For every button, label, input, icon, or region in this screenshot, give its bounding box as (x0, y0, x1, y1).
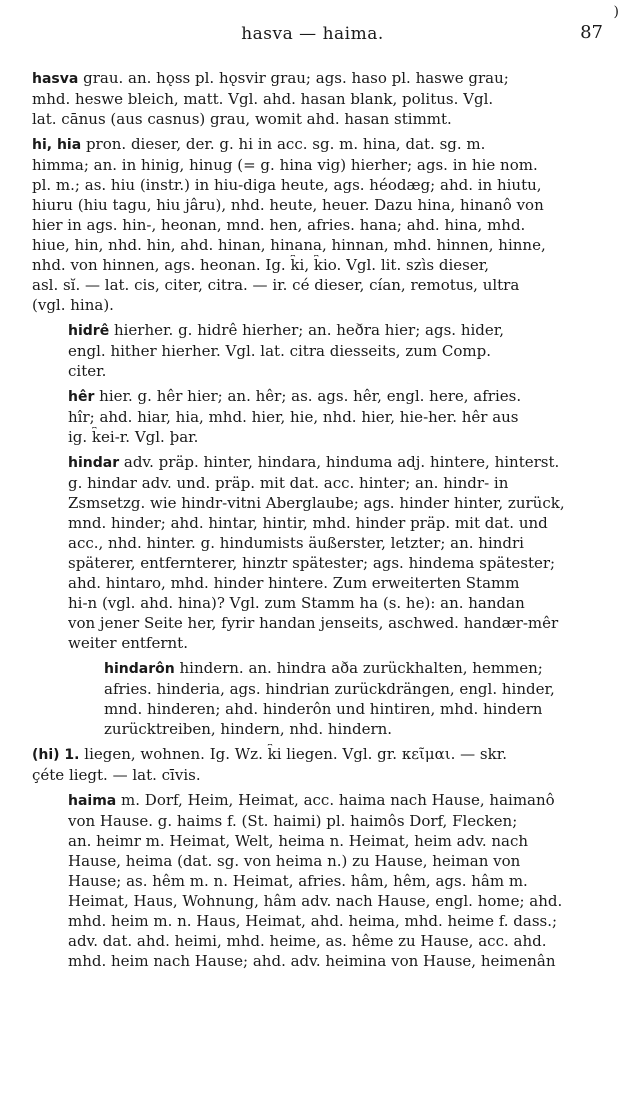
entry-line (68, 633, 610, 653)
entry-text: mnd. hinderen; ahd. hinderôn und hintiren, mhd. hindern (104, 700, 543, 718)
entry-text: hier. g. hêr hier; an. hêr; as. ags. hêr, engl. here, afries. (99, 387, 522, 405)
entry-text: hiuru (hiu tagu, hiu jâru), nhd. heute, heuer. Dazu hina, hinanô von (32, 196, 544, 214)
entry-line (32, 155, 610, 175)
entry-text: Heimat, Haus, Wohnung, hâm adv. nach Hause, engl. home; ahd. (68, 892, 563, 910)
entry-text: asl. sĭ. — lat. cis, citer, citra. — ir. cé dieser, cían, remotus, ultra (32, 276, 520, 294)
entry-text: hi-n (vgl. ahd. hina)? Vgl. zum Stamm ha (s. he): an. handan (68, 594, 525, 612)
entry-headword: hêr (68, 389, 95, 405)
page-number: 87 (580, 22, 603, 43)
dictionary-entry (32, 68, 610, 129)
entry-line (68, 831, 610, 851)
entry-line (104, 679, 610, 699)
entry-line (68, 851, 610, 871)
entry-text: (vgl. hina). (32, 296, 114, 314)
entry-headword: hindarôn (104, 661, 175, 677)
entry-text: acc., nhd. hinter. g. hindumists äußerster, letzter; an. hindri (68, 534, 524, 552)
entry-text: citer. (68, 362, 107, 380)
entry-text: hiue, hin, nhd. hin, ahd. hinan, hinana, hinnan, mhd. hinnen, hinne, (32, 236, 546, 254)
entry-text: çéte liegt. — lat. cīvis. (32, 766, 201, 784)
entry-line (68, 473, 610, 493)
entry-line (68, 811, 610, 831)
entry-text: adv. präp. hinter, hindara, hinduma adj. hintere, hinterst. (123, 453, 560, 471)
entry-line (32, 134, 610, 155)
entry-line (32, 175, 610, 195)
entry-line (68, 320, 610, 341)
dictionary-entry (68, 452, 610, 653)
entry-text: mhd. heswe bleich, matt. Vgl. ahd. hasan blank, politus. Vgl. (32, 90, 494, 108)
entry-text: von Hause. g. haims f. (St. haimi) pl. haimôs Dorf, Flecken; (68, 812, 518, 830)
entry-headword: hi, hia (32, 137, 82, 153)
entry-line (104, 699, 610, 719)
entry-text: mhd. heim m. n. Haus, Heimat, ahd. heima, mhd. heime f. dass.; (68, 912, 558, 930)
entry-line (104, 658, 610, 679)
dictionary-entry (68, 386, 610, 447)
entry-line (68, 573, 610, 593)
entry-text: liegen, wohnen. Ig. Wz. k̑i liegen. Vgl. gr. κεῖμαι. — skr. (84, 745, 508, 763)
entry-text: ahd. hintaro, mhd. hinder hintere. Zum erweiterten Stamm (68, 574, 520, 592)
entry-line (68, 493, 610, 513)
entry-text: pl. m.; as. hiu (instr.) in hiu-diga heute, ags. héodæg; ahd. in hiutu, (32, 176, 542, 194)
running-head-title: hasva — haima. (241, 24, 384, 44)
entry-text: zurücktreiben, hindern, nhd. hindern. (104, 720, 393, 738)
entry-line (32, 255, 610, 275)
entry-line (68, 593, 610, 613)
dictionary-entry (32, 134, 610, 315)
entry-text: himma; an. in hinig, hinug (= g. hina vig) hierher; ags. in hie nom. (32, 156, 538, 174)
entry-headword: hidrê (68, 323, 110, 339)
dictionary-entry (104, 658, 610, 739)
entry-line (68, 790, 610, 811)
entry-text: Hause, heima (dat. sg. von heima n.) zu Hause, heiman von (68, 852, 521, 870)
entry-line (32, 215, 610, 235)
entry-headword: (hi) 1. (32, 747, 80, 763)
entry-line (68, 891, 610, 911)
entry-text: lat. cānus (aus casnus) grau, womit ahd. hasan stimmt. (32, 110, 452, 128)
entry-line (32, 765, 610, 785)
entry-line (32, 275, 610, 295)
entry-text: an. heimr m. Heimat, Welt, heima n. Heimat, heim adv. nach (68, 832, 529, 850)
entry-text: adv. dat. ahd. heimi, mhd. heime, as. hême zu Hause, acc. ahd. (68, 932, 547, 950)
entry-line (68, 513, 610, 533)
entry-line (32, 235, 610, 255)
entry-text: mhd. heim nach Hause; ahd. adv. heimina von Hause, heimenân (68, 952, 556, 970)
entry-text: hîr; ahd. hiar, hia, mhd. hier, hie, nhd. hier, hie-her. hêr aus (68, 408, 519, 426)
entry-line (68, 341, 610, 361)
entry-text: späterer, entfernterer, hinztr spätester; ags. hindema spätester; (68, 554, 556, 572)
dictionary-body (32, 68, 610, 976)
entry-line (32, 195, 610, 215)
entry-text: g. hindar adv. und. präp. mit dat. acc. hinter; an. hindr- in (68, 474, 509, 492)
entry-text: weiter entfernt. (68, 634, 188, 652)
entry-line (68, 951, 610, 971)
entry-headword: haima (68, 793, 117, 809)
entry-line (32, 295, 610, 315)
entry-line (68, 553, 610, 573)
dictionary-entry (68, 790, 610, 971)
entry-line (32, 109, 610, 129)
entry-text: hindern. an. hindra aða zurückhalten, hemmen; (179, 659, 543, 677)
entry-headword: hasva (32, 71, 79, 87)
entry-text: Zsmsetzg. wie hindr-vitni Aberglaube; ags. hinder hinter, zurück, (68, 494, 565, 512)
entry-line (68, 613, 610, 633)
entry-text: Hause; as. hêm m. n. Heimat, afries. hâm, hêm, ags. hâm m. (68, 872, 528, 890)
dictionary-entry (68, 320, 610, 381)
entry-line (68, 386, 610, 407)
entry-text: grau. an. hǫss pl. hǫsvir grau; ags. haso pl. haswe grau; (83, 69, 509, 87)
entry-text: m. Dorf, Heim, Heimat, acc. haima nach Hause, haimanô (121, 791, 555, 809)
entry-line (32, 89, 610, 109)
entry-line (68, 871, 610, 891)
entry-line (68, 533, 610, 553)
entry-line (104, 719, 610, 739)
entry-line (68, 452, 610, 473)
page-header (0, 4, 625, 48)
entry-text: mnd. hinder; ahd. hintar, hintir, mhd. hinder präp. mit dat. und (68, 514, 548, 532)
entry-line (68, 407, 610, 427)
entry-text: hier in ags. hin-, heonan, mnd. hen, afries. hana; ahd. hina, mhd. (32, 216, 526, 234)
dictionary-entry (32, 744, 610, 785)
entry-text: nhd. von hinnen, ags. heonan. Ig. k̑i, k̑io. Vgl. lit. szìs dieser, (32, 256, 490, 274)
entry-text: afries. hinderia, ags. hindrian zurückdrängen, engl. hinder, (104, 680, 555, 698)
entry-line (68, 427, 610, 447)
entry-line (68, 361, 610, 381)
entry-line (68, 911, 610, 931)
entry-line (32, 744, 610, 765)
entry-text: ig. k̑ei-r. Vgl. þar. (68, 428, 199, 446)
entry-text: pron. dieser, der. g. hi in acc. sg. m. hina, dat. sg. m. (85, 135, 486, 153)
entry-text: hierher. g. hidrê hierher; an. heðra hier; ags. hider, (113, 321, 505, 339)
entry-line (68, 931, 610, 951)
entry-headword: hindar (68, 455, 120, 471)
entry-line (32, 68, 610, 89)
entry-text: engl. hither hierher. Vgl. lat. citra diesseits, zum Comp. (68, 342, 491, 360)
corner-mark: ) (613, 4, 619, 20)
entry-text: von jener Seite her, fyrir handan jenseits, aschwed. handær-mêr (68, 614, 559, 632)
